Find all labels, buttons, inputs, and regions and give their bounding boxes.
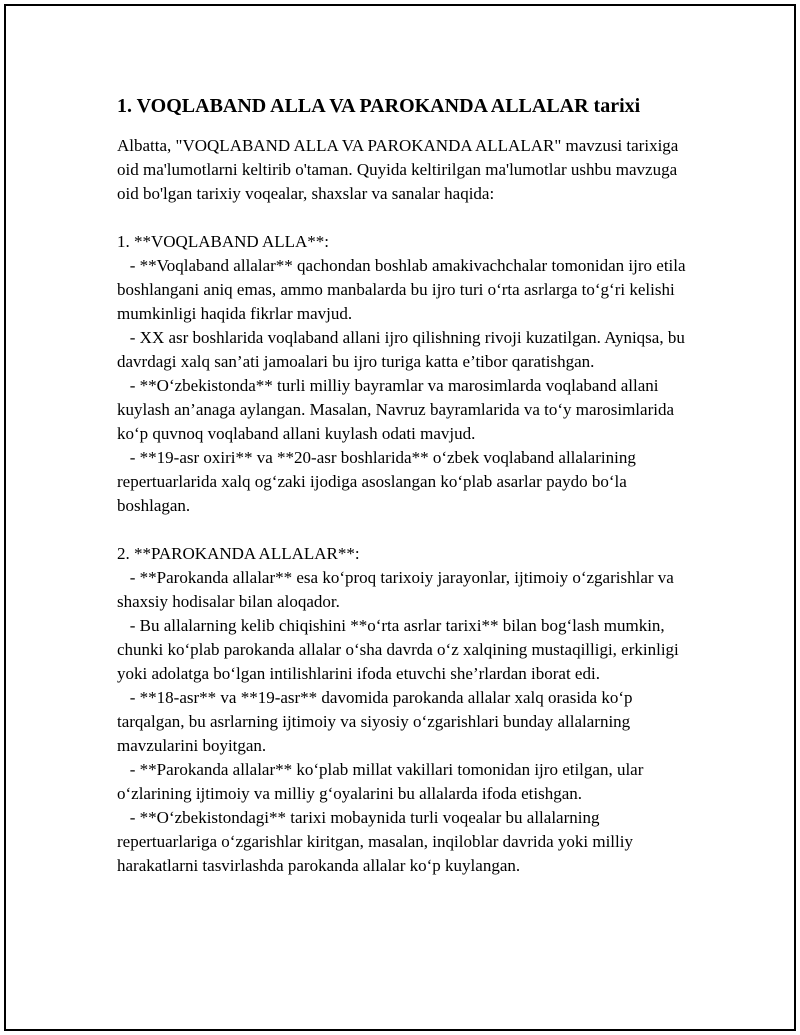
paragraph-gap [117, 518, 692, 542]
section-heading: 2. **PAROKANDA ALLALAR**: [117, 544, 360, 563]
paragraph-gap [117, 206, 692, 230]
intro-paragraph: Albatta, "VOQLABAND ALLA VA PAROKANDA ALLALAR" mavzusi tarixiga oid ma'lumotlarni keltirib o'taman. Quyida keltirilgan ma'lumotlar ushbu mavzuga oid bo'lgan tarixiy voqealar, shaxslar va sanalar haqida: [117, 136, 683, 203]
list-item: - Bu allalarning kelib chiqishini **o‘rta asrlar tarixi** bilan bog‘lash mumkin, chunki ko‘plab parokanda allalar o‘sha davrda o‘z xalqining mustaqilligi, erkinligi yoki adolatga bo‘lgan intilishlarini ifoda etuvchi she’rlardan iborat edi. [117, 616, 684, 683]
list-item: - **19-asr oxiri** va **20-asr boshlarida** o‘zbek voqlaband allalarining repertuarlarida xalq og‘zaki ijodiga asoslangan ko‘plab asarlar paydo bo‘la boshlagan. [117, 448, 641, 515]
list-item: - **Parokanda allalar** ko‘plab millat vakillari tomonidan ijro etilgan, ular o‘zlarining ijtimoiy va milliy g‘oyalarini bu allalarda ifoda etishgan. [117, 760, 648, 803]
document-body [117, 92, 692, 878]
list-item: - **Parokanda allalar** esa ko‘proq tarixoiy jarayonlar, ijtimoiy o‘zgarishlar va shaxsiy hodisalar bilan aloqador. [117, 568, 679, 611]
list-item: - XX asr boshlarida voqlaband allani ijro qilishning rivoji kuzatilgan. Ayniqsa, bu davrdagi xalq san’ati jamoalari bu ijro turiga katta e’tibor qaratishgan. [117, 328, 690, 371]
list-item: - **Voqlaband allalar** qachondan boshlab amakivachchalar tomonidan ijro etila boshlangani aniq emas, ammo manbalarda bu ijro turi o‘rta asrlarga to‘g‘ri kelishi mumkinligi haqida fikrlar mavjud. [117, 256, 690, 323]
list-item: - **18-asr** va **19-asr** davomida parokanda allalar xalq orasida ko‘p tarqalgan, bu asrlarning ijtimoiy va siyosiy o‘zgarishlari bunday allalarning mavzularini boyitgan. [117, 688, 637, 755]
list-item: - **O‘zbekistondagi** tarixi mobaynida turli voqealar bu allalarning repertuarlariga o‘zgarishlar kiritgan, masalan, inqiloblar davrida yoki milliy harakatlarni tasvirlashda parokanda allalar ko‘p kuylangan. [117, 808, 638, 875]
document-title: 1. VOQLABAND ALLA VA PAROKANDA ALLALAR tarixi [117, 95, 641, 117]
list-item: - **O‘zbekistonda** turli milliy bayramlar va marosimlarda voqlaband allani kuylash an’anaga aylangan. Masalan, Navruz bayramlarida va to‘y marosimlarida ko‘p quvnoq voqlaband allani kuylash odati mavjud. [117, 376, 679, 443]
section-heading: 1. **VOQLABAND ALLA**: [117, 232, 330, 251]
